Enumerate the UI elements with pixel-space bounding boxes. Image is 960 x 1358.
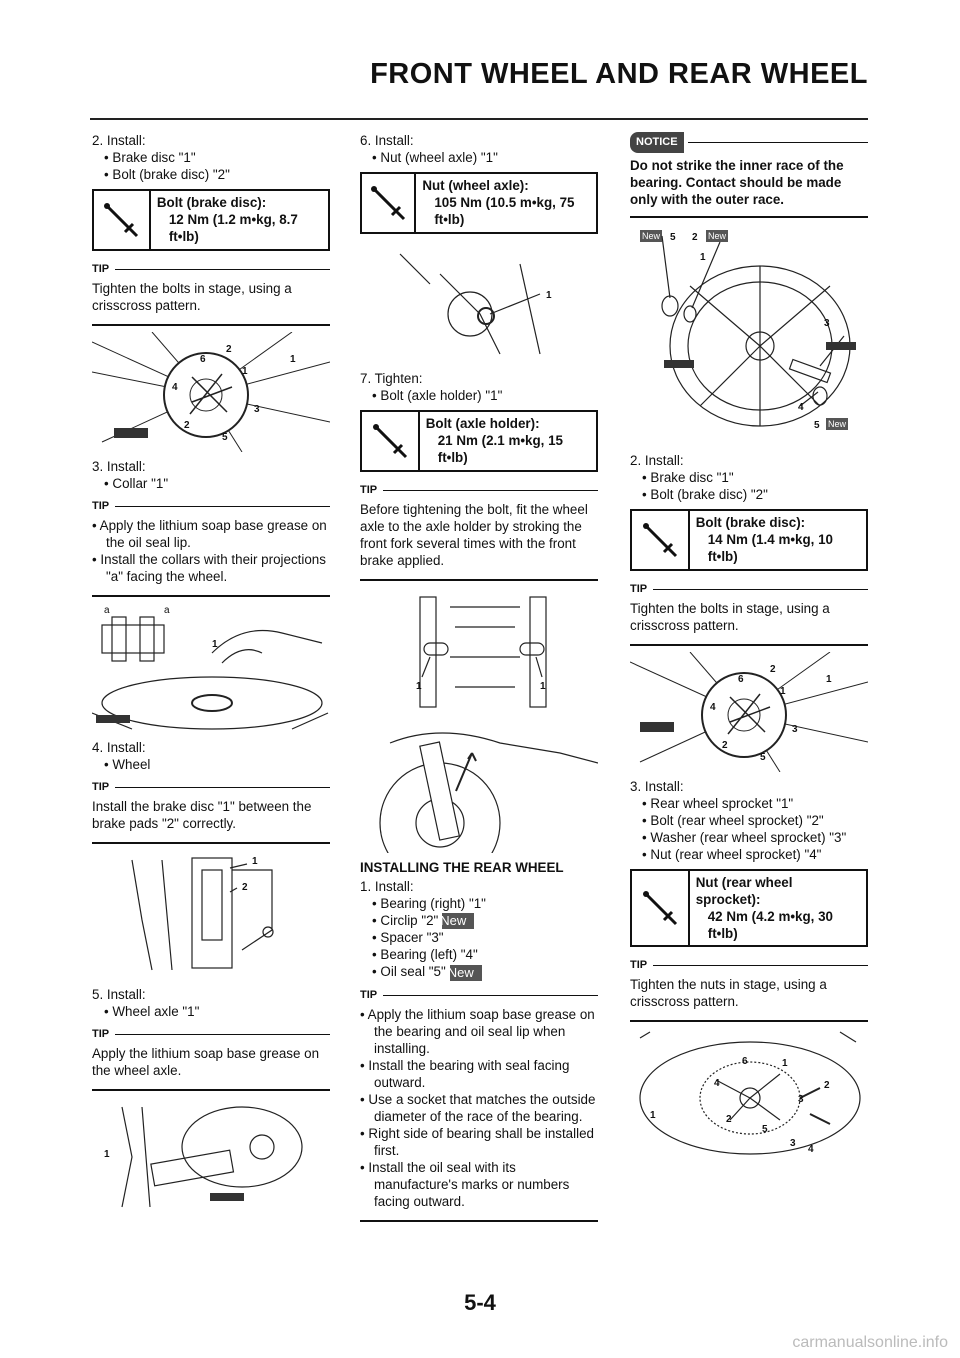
- axle-holder-bolt-diagram: [360, 587, 598, 717]
- tip-label: TIP: [92, 781, 110, 793]
- spec-value: 14 Nm (1.4 m•kg, 10 ft•lb): [707, 532, 833, 564]
- tip-box: [92, 498, 330, 597]
- fig-num-6: 6: [742, 1056, 748, 1067]
- fig-callout-1: 1: [546, 290, 552, 301]
- step-3-install: 3. Install:: [92, 459, 146, 474]
- tip-text: Before tightening the bolt, fit the wheel axle to the axle holder by stroking the front fork several times with the front brake applied.: [360, 502, 588, 568]
- rear-brake-disc-bolt-diagram: [630, 652, 868, 772]
- bullet-bearing-right: • Bearing (right) "1": [370, 895, 598, 912]
- title-rule: [90, 118, 868, 120]
- bullet-washer-sprocket: • Washer (rear wheel sprocket) "3": [640, 829, 868, 846]
- bullet-bolt-sprocket: • Bolt (rear wheel sprocket) "2": [640, 812, 868, 829]
- tip-box: [92, 1026, 330, 1091]
- fig-num-2: 2: [184, 420, 190, 431]
- tip-text: Apply the lithium soap base grease on the wheel axle.: [92, 1046, 320, 1078]
- fig-label-a: a: [104, 605, 110, 616]
- tip-bullet: • Right side of bearing shall be installed first.: [360, 1125, 598, 1159]
- tip-box: [630, 581, 868, 646]
- tip-box: [92, 779, 330, 844]
- tip-label: TIP: [92, 500, 110, 512]
- bullet-nut-sprocket: • Nut (rear wheel sprocket) "4": [640, 846, 868, 863]
- tip-label: TIP: [630, 583, 648, 595]
- bullet-wheel-axle: • Wheel axle "1": [102, 1003, 330, 1020]
- bullet-spacer: • Spacer "3": [370, 929, 598, 946]
- section-heading-rear-wheel: INSTALLING THE REAR WHEEL: [360, 860, 564, 875]
- tip-label: TIP: [360, 988, 378, 1001]
- tip-label: TIP: [92, 1028, 110, 1040]
- fig-num-2: 2: [726, 1114, 732, 1125]
- bullet-bolt-brake-disc: • Bolt (brake disc) "2": [640, 486, 868, 503]
- bullet-bolt-brake-disc: • Bolt (brake disc) "2": [102, 166, 330, 183]
- tip-box: [360, 987, 598, 1222]
- watermark: carmanualsonline.info: [792, 1334, 948, 1351]
- front-fork-stroke-diagram: [360, 723, 598, 853]
- torque-wrench-icon: [362, 174, 416, 232]
- fig-callout-4: 4: [808, 1144, 814, 1155]
- fig-callout-1: 1: [650, 1110, 656, 1121]
- tip-label: TIP: [360, 484, 378, 496]
- column-left: [92, 132, 330, 1223]
- step-3-install: 3. Install:: [630, 779, 684, 794]
- tip-bullet: • Install the oil seal with its manufacture's marks or numbers facing outward.: [360, 1159, 598, 1210]
- fig-callout-2: 2: [226, 344, 232, 355]
- bullet-oil-seal: • Oil seal "5" New: [370, 963, 598, 980]
- new-part-badge: New: [442, 913, 474, 929]
- fig-callout-2: 2: [824, 1080, 830, 1091]
- page-number: 5-4: [464, 1290, 496, 1315]
- tip-box: [92, 261, 330, 326]
- bullet-collar: • Collar "1": [102, 475, 330, 492]
- step-1-install: 1. Install:: [360, 879, 414, 894]
- fig-callout-3: 3: [824, 318, 830, 329]
- torque-spec-box: [630, 869, 868, 947]
- spec-value: 12 Nm (1.2 m•kg, 8.7 ft•lb): [168, 212, 298, 244]
- tip-box: [630, 957, 868, 1022]
- fig-callout-1: 1: [212, 639, 218, 650]
- bullet-wheel: • Wheel: [102, 756, 330, 773]
- fig-callout-1: 1: [826, 674, 832, 685]
- fig-num-3: 3: [254, 404, 260, 415]
- fig-num-3: 3: [792, 724, 798, 735]
- fig-num-6: 6: [200, 354, 206, 365]
- torque-wrench-icon: [362, 412, 420, 470]
- spec-value: 21 Nm (2.1 m•kg, 15 ft•lb): [437, 433, 563, 465]
- torque-spec-box: [92, 189, 330, 251]
- spec-value: 105 Nm (10.5 m•kg, 75 ft•lb): [434, 195, 575, 227]
- tip-box: [360, 482, 598, 581]
- tip-bullet: • Apply the lithium soap base grease on the oil seal lip.: [92, 517, 330, 551]
- tip-bullet: • Apply the lithium soap base grease on the bearing and oil seal lip when installing.: [360, 1006, 598, 1057]
- tip-text: Tighten the bolts in stage, using a crisscross pattern.: [630, 601, 830, 633]
- fig-callout-1: 1: [540, 681, 546, 692]
- fig-callout-4: 4: [798, 402, 804, 413]
- tip-label: TIP: [92, 263, 110, 275]
- wheel-axle-diagram: [92, 1097, 330, 1217]
- fig-num-1: 1: [782, 1058, 788, 1069]
- fig-callout-5: 5: [670, 232, 676, 243]
- fig-num-2: 2: [722, 740, 728, 751]
- step-2-install: 2. Install:: [92, 133, 146, 148]
- notice-header: [630, 132, 868, 153]
- tip-label: TIP: [630, 959, 648, 971]
- tip-bullet: • Install the bearing with seal facing outward.: [360, 1057, 598, 1091]
- step-4-install: 4. Install:: [92, 740, 146, 755]
- step-5-install: 5. Install:: [92, 987, 146, 1002]
- spec-value: 42 Nm (4.2 m•kg, 30 ft•lb): [707, 909, 833, 941]
- collar-install-diagram: [92, 603, 330, 733]
- torque-spec-box: [360, 172, 598, 234]
- torque-spec-box: [630, 509, 868, 571]
- torque-wrench-icon: [632, 511, 690, 569]
- bullet-brake-disc: • Brake disc "1": [102, 149, 330, 166]
- notice-label: NOTICE: [630, 132, 684, 153]
- column-right: [630, 132, 868, 1164]
- step-7-tighten: 7. Tighten:: [360, 371, 423, 386]
- new-part-badge: New: [450, 965, 482, 981]
- page-title: FRONT WHEEL AND REAR WHEEL: [370, 58, 868, 90]
- spec-name: Nut (rear wheel sprocket):: [695, 875, 793, 907]
- bullet-brake-disc: • Brake disc "1": [640, 469, 868, 486]
- bullet-circlip: • Circlip "2" New: [370, 912, 598, 929]
- fig-num-5: 5: [762, 1124, 768, 1135]
- fig-callout-1: 1: [700, 252, 706, 263]
- new-part-badge: New: [828, 419, 847, 429]
- fig-callout-1: 1: [252, 856, 258, 867]
- fig-num-4: 4: [710, 702, 716, 713]
- step-6-install: 6. Install:: [360, 133, 414, 148]
- column-middle: [360, 132, 598, 1228]
- fig-callout-1: 1: [290, 354, 296, 365]
- torque-wrench-icon: [94, 191, 151, 249]
- fig-callout-2: 2: [692, 232, 698, 243]
- bullet-bolt-axle-holder: • Bolt (axle holder) "1": [370, 387, 598, 404]
- new-part-badge: New: [708, 231, 727, 241]
- sprocket-nut-diagram: [630, 1028, 868, 1158]
- torque-spec-box: [360, 410, 598, 472]
- fig-callout-3: 3: [790, 1138, 796, 1149]
- fig-num-4: 4: [172, 382, 178, 393]
- fig-callout-5: 5: [814, 420, 820, 431]
- fig-callout-1: 1: [104, 1149, 110, 1160]
- spec-name: Bolt (brake disc):: [695, 515, 806, 530]
- spec-name: Nut (wheel axle):: [422, 178, 529, 193]
- bullet-rear-sprocket: • Rear wheel sprocket "1": [640, 795, 868, 812]
- fig-num-6: 6: [738, 674, 744, 685]
- fig-callout-1: 1: [416, 681, 422, 692]
- fig-label-a: a: [164, 605, 170, 616]
- torque-wrench-icon: [632, 871, 690, 945]
- tip-bullet: • Install the collars with their projections "a" facing the wheel.: [92, 551, 330, 585]
- tip-text: Tighten the nuts in stage, using a crisscross pattern.: [630, 977, 827, 1009]
- spec-name: Bolt (axle holder):: [425, 416, 540, 431]
- bullet-bearing-left: • Bearing (left) "4": [370, 946, 598, 963]
- wheel-axle-nut-diagram: [360, 244, 598, 364]
- notice-text: Do not strike the inner race of the bearing. Contact should be made only with the outer race.: [630, 157, 868, 218]
- fig-num-5: 5: [760, 752, 766, 763]
- fig-num-3: 3: [798, 1094, 804, 1105]
- spec-name: Bolt (brake disc):: [156, 195, 267, 210]
- brake-pads-diagram: [92, 850, 330, 980]
- fig-num-1: 1: [242, 366, 248, 377]
- bullet-nut-wheel-axle: • Nut (wheel axle) "1": [370, 149, 598, 166]
- step-2-install: 2. Install:: [630, 453, 684, 468]
- rear-wheel-exploded-diagram: [630, 226, 868, 446]
- fig-callout-2: 2: [242, 882, 248, 893]
- fig-num-1: 1: [780, 686, 786, 697]
- tip-text: Tighten the bolts in stage, using a crisscross pattern.: [92, 281, 292, 313]
- brake-disc-bolt-diagram: [92, 332, 330, 452]
- fig-num-4: 4: [714, 1078, 720, 1089]
- new-part-badge: New: [642, 231, 661, 241]
- tip-bullet: • Use a socket that matches the outside diameter of the race of the bearing.: [360, 1091, 598, 1125]
- fig-callout-2: 2: [770, 664, 776, 675]
- tip-text: Install the brake disc "1" between the brake pads "2" correctly.: [92, 799, 312, 831]
- fig-num-5: 5: [222, 432, 228, 443]
